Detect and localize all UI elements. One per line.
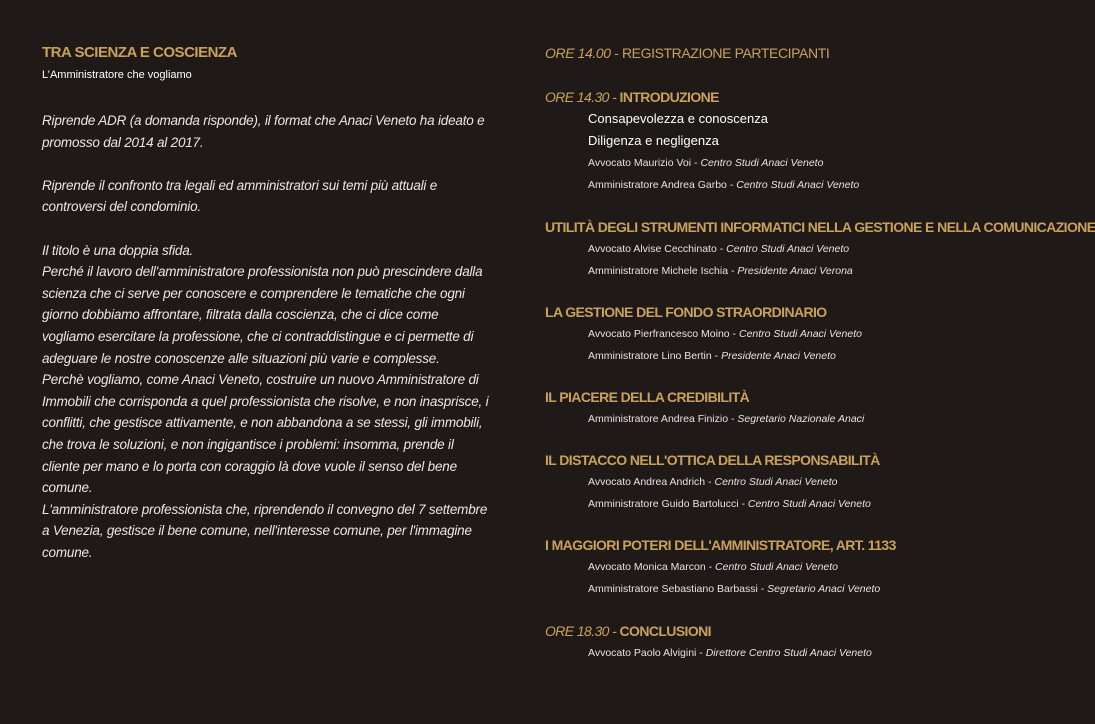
intro-paragraph: Riprende il confronto tra legali ed amministratori sui temi più attuali e controversi del condominio. xyxy=(42,177,438,215)
section-heading xyxy=(545,622,1005,640)
speaker-sep: - xyxy=(711,350,722,362)
speaker-role: Centro Studi Anaci Veneto xyxy=(715,561,839,573)
speaker-role: Presidente Anaci Verona xyxy=(737,265,853,277)
speaker-role: Centro Studi Anaci Veneto xyxy=(726,243,850,255)
speaker-name: Amministratore Sebastiano Barbassi xyxy=(588,583,758,595)
section-heading xyxy=(545,388,1005,406)
speaker-sep: - xyxy=(705,476,715,488)
section-sep: - xyxy=(608,623,620,639)
program-section xyxy=(545,88,1005,196)
speaker-name: Avvocato Pierfrancesco Moino xyxy=(588,328,730,340)
section-heading xyxy=(545,451,1005,469)
speaker-line xyxy=(588,260,1005,282)
section-title: I MAGGIORI POTERI DELL'AMMINISTRATORE, ART. 1133 xyxy=(545,537,896,553)
speaker-sep: - xyxy=(696,647,706,659)
intro-subtitle: L’Amministratore che vogliamo xyxy=(42,69,192,81)
program-section xyxy=(545,622,1005,664)
speaker-role: Direttore Centro Studi Anaci Veneto xyxy=(705,647,872,659)
paragraph-gap xyxy=(42,153,492,175)
speaker-sep: - xyxy=(728,413,738,425)
paragraph-gap xyxy=(42,218,492,240)
program-section xyxy=(545,388,1005,430)
speaker-line xyxy=(588,238,1005,260)
intro-body xyxy=(42,110,492,563)
program-section xyxy=(545,218,1095,282)
program-sections xyxy=(545,88,1095,664)
section-heading xyxy=(545,303,1005,321)
intro-title: TRA SCIENZA E COSCIENZA xyxy=(42,44,237,61)
speaker-name: Amministratore Michele Ischia xyxy=(588,265,729,277)
section-heading xyxy=(545,536,1005,554)
intro-paragraph: Riprende ADR (a domanda risponde), il format che Anaci Veneto ha ideato e promosso dal 2014 al 2017. xyxy=(42,113,485,150)
speaker-name: Amministratore Andrea Garbo xyxy=(588,179,727,191)
speaker-role: Centro Studi Anaci Veneto xyxy=(700,157,824,169)
speaker-name: Avvocato Maurizio Voi xyxy=(588,157,692,169)
speaker-line xyxy=(588,556,1005,578)
program-section xyxy=(545,303,1005,367)
speaker-sep: - xyxy=(729,328,739,340)
speaker-sep: - xyxy=(716,243,727,255)
section-title: LA GESTIONE DEL FONDO STRAORDINARIO xyxy=(545,304,827,320)
section-topic: Diligenza e negligenza xyxy=(588,133,719,148)
section-time: ORE 14.30 xyxy=(545,89,609,105)
speaker-line xyxy=(588,345,1005,367)
intro-paragraph: Il titolo è una doppia sfida. Perché il lavoro dell'amministratore professionista non può prescindere dalla scienza che ci serve per conoscere e comprendere le tematiche che ogni giorno dobbiamo affrontare, filtrata dalla coscienza, che ci dice come vogliamo esercitare la professione, che ci contraddistingue e ci permette di adeguare le nostre conoscenze alle situazioni più varie e complesse. Perchè vogliamo, come Anaci Veneto, costruire un nuovo Amministratore di Immobili che corrisponda a quel professionista che risolve, e non inasprisce, i conflitti, che gestisce attivamente, e non abbandona a se stessi, gli immobili, che trova le soluzioni, e non ingigantisce i problemi: insomma, prende il cliente per mano e lo porta con coraggio là dove vuole il senso del bene comune. L'amministratore professionista che, riprendendo il convegno del 7 settembre a Venezia, gestisce il bene comune, nell'interesse comune, per l'immagine comune. xyxy=(42,242,489,560)
section-heading xyxy=(545,88,1005,106)
speaker-role: Centro Studi Anaci Veneto xyxy=(736,179,860,191)
speaker-name: Avvocato Monica Marcon xyxy=(588,561,706,573)
section-time: ORE 18.30 xyxy=(545,623,609,639)
section-title: INTRODUZIONE xyxy=(619,89,719,105)
speaker-sep: - xyxy=(705,561,716,573)
speaker-role: Centro Studi Anaci Veneto xyxy=(747,498,871,510)
section-title: IL PIACERE DELLA CREDIBILITÀ xyxy=(545,389,750,405)
speaker-name: Amministratore Guido Bartolucci xyxy=(588,498,739,510)
program-section xyxy=(545,536,1005,600)
speaker-line xyxy=(588,642,1005,664)
registration-line xyxy=(545,44,1005,62)
section-sep: - xyxy=(608,89,620,105)
speaker-name: Amministratore Andrea Finizio xyxy=(588,413,729,425)
section-topic: Consapevolezza e conoscenza xyxy=(588,111,768,126)
speaker-sep: - xyxy=(728,265,738,277)
speaker-name: Avvocato Alvise Cecchinato xyxy=(588,243,717,255)
registration-label: REGISTRAZIONE PARTECIPANTI xyxy=(621,45,830,61)
speaker-sep: - xyxy=(738,498,748,510)
speaker-line xyxy=(588,493,1005,515)
registration-time: ORE 14.00 xyxy=(545,45,611,61)
speaker-line xyxy=(588,471,1005,493)
speaker-role: Segretario Nazionale Anaci xyxy=(737,413,865,425)
registration-sep: - xyxy=(614,45,622,61)
speaker-line xyxy=(588,323,1005,345)
program-column xyxy=(545,44,1095,664)
speaker-sep: - xyxy=(691,157,701,169)
speaker-role: Segretario Anaci Veneto xyxy=(767,583,881,595)
program-section xyxy=(545,451,1005,515)
speaker-name: Avvocato Andrea Andrich xyxy=(588,476,706,488)
section-title: UTILITÀ DEGLI STRUMENTI INFORMATICI NELLA GESTIONE E NELLA COMUNICAZIONE xyxy=(545,219,1095,235)
speaker-sep: - xyxy=(757,583,768,595)
section-title: IL DISTACCO NELL'OTTICA DELLA RESPONSABILITÀ xyxy=(545,452,880,468)
section-heading xyxy=(545,218,1095,236)
speaker-line xyxy=(588,174,1005,196)
speaker-line xyxy=(588,152,1005,174)
speaker-line xyxy=(588,578,1005,600)
speaker-name: Amministratore Lino Bertin xyxy=(588,350,712,362)
section-title: CONCLUSIONI xyxy=(619,623,711,639)
intro-column xyxy=(42,44,492,563)
speaker-role: Centro Studi Anaci Veneto xyxy=(738,328,862,340)
speaker-role: Centro Studi Anaci Veneto xyxy=(714,476,838,488)
speaker-role: Presidente Anaci Veneto xyxy=(721,350,836,362)
speaker-line xyxy=(588,408,1005,430)
speaker-sep: - xyxy=(726,179,737,191)
speaker-name: Avvocato Paolo Alvigini xyxy=(588,647,697,659)
